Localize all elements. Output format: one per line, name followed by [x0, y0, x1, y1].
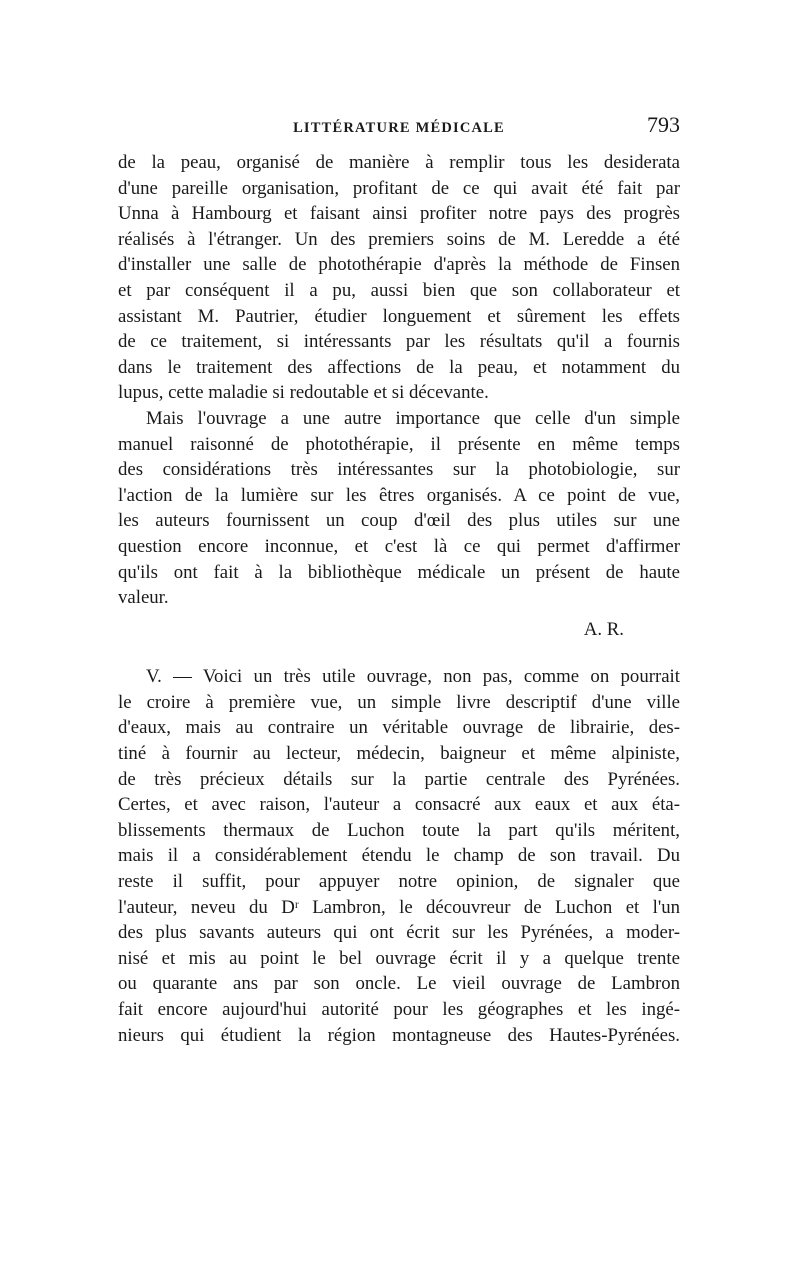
text-line: valeur. — [118, 587, 169, 609]
text-line: des plus savants auteurs qui ont écrit sur les Pyrénées, a moder- — [118, 922, 680, 944]
text-line: qu'ils ont fait à la bibliothèque médicale un présent de haute — [118, 561, 680, 583]
author-signature: A. R. — [583, 618, 624, 640]
text-line: blissements thermaux de Luchon toute la part qu'ils méritent, — [118, 819, 680, 841]
text-line: question encore inconnue, et c'est là ce qui permet d'affirmer — [118, 535, 680, 557]
section-spacer — [118, 642, 680, 664]
text-line: ou quarante ans par son oncle. Le vieil ouvrage de Lambron — [118, 973, 680, 995]
text-line: reste il suffit, pour appuyer notre opinion, de signaler que — [118, 871, 680, 893]
text-line: d'installer une salle de photothérapie d'après la méthode de Finsen — [118, 254, 680, 276]
paragraph-importance — [118, 406, 680, 611]
text-line: l'auteur, neveu du Dʳ Lambron, le découvreur de Luchon et l'un — [118, 896, 680, 918]
text-line: nisé et mis au point le bel ouvrage écrit il y a quelque trente — [118, 947, 680, 969]
text-line: Unna à Hambourg et faisant ainsi profiter notre pays des progrès — [118, 203, 680, 225]
text-line: réalisés à l'étranger. Un des premiers soins de M. Leredde a été — [118, 228, 680, 250]
running-title: LITTÉRATURE MÉDICALE — [293, 120, 505, 136]
text-line: le croire à première vue, un simple livre descriptif d'une ville — [118, 691, 680, 713]
text-line: lupus, cette maladie si redoutable et si décevante. — [118, 382, 489, 404]
text-line: mais il a considérablement étendu le champ de son travail. Du — [118, 845, 680, 867]
text-line: de ce traitement, si intéressants par les résultats qu'il a fournis — [118, 331, 680, 353]
text-line: de la peau, organisé de manière à remplir tous les desiderata — [118, 152, 680, 173]
text-line: manuel raisonné de photothérapie, il présente en même temps — [118, 433, 680, 455]
text-line: d'une pareille organisation, profitant de ce qui avait été fait par — [118, 177, 680, 199]
page-number: 793 — [647, 112, 680, 137]
text-line: Mais l'ouvrage a une autre importance que celle d'un simple — [146, 407, 680, 429]
text-line: dans le traitement des affections de la peau, et notamment du — [118, 356, 680, 378]
text-line: nieurs qui étudient la région montagneuse des Hautes-Pyrénées. — [118, 1024, 680, 1046]
text-line: des considérations très intéressantes sur la photobiologie, sur — [118, 459, 680, 481]
paragraph-review-v — [118, 664, 680, 1048]
text-line: Certes, et avec raison, l'auteur a consacré aux eaux et aux éta- — [118, 794, 680, 816]
text-line: l'action de la lumière sur les êtres organisés. A ce point de vue, — [118, 484, 680, 506]
text-line: tiné à fournir au lecteur, médecin, baigneur et même alpiniste, — [118, 743, 680, 765]
text-line: fait encore aujourd'hui autorité pour les géographes et les ingé- — [118, 999, 680, 1020]
running-header — [118, 112, 680, 146]
document-page — [118, 112, 680, 1048]
paragraph-continued — [118, 150, 680, 406]
text-line: les auteurs fournissent un coup d'œil des plus utiles sur une — [118, 510, 680, 532]
text-line: et par conséquent il a pu, aussi bien que son collaborateur et — [118, 279, 680, 301]
text-line: d'eaux, mais au contraire un véritable ouvrage de librairie, des- — [118, 717, 680, 739]
text-line: V. — Voici un très utile ouvrage, non pas, comme on pourrait — [146, 666, 680, 688]
text-line: de très précieux détails sur la partie centrale des Pyrénées. — [118, 768, 680, 790]
text-line: assistant M. Pautrier, étudier longuement et sûrement les effets — [118, 305, 680, 327]
